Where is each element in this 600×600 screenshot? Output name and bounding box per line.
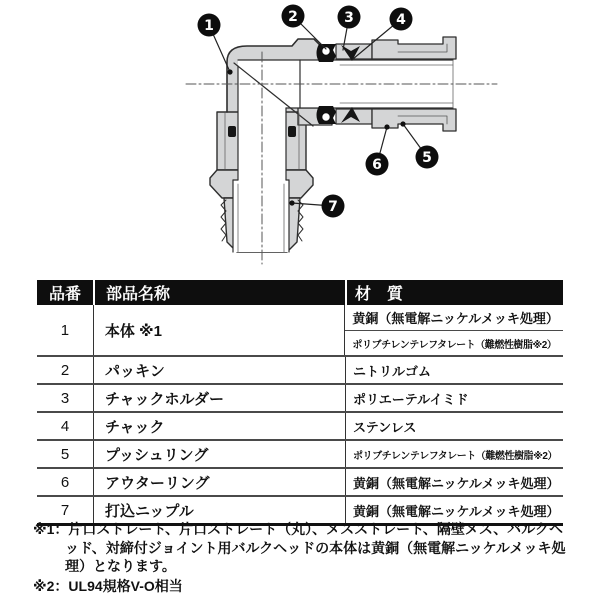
table-row: [37, 495, 563, 523]
header-material: 材 質: [345, 280, 563, 305]
callout-number-3: 3: [344, 10, 354, 26]
header-part-name: 部品名称: [93, 280, 345, 305]
footnote-2: [33, 577, 567, 596]
callout-dot-1: [227, 69, 232, 74]
part-name: チャック: [93, 413, 345, 439]
footnote-label: ※2：: [33, 577, 69, 594]
part-name: アウターリング: [93, 469, 345, 495]
table-row: [37, 305, 563, 355]
callout-dot-6: [384, 124, 389, 129]
material-value: ステンレス: [345, 413, 563, 439]
material-value: ポリブチレンテレフタレート（難燃性樹脂※2）: [345, 441, 563, 467]
table-row: [37, 439, 563, 467]
callout-number-4: 4: [396, 12, 406, 28]
footnote-1: [33, 520, 567, 576]
table-row: [37, 355, 563, 383]
material-stack: [344, 305, 563, 355]
part-number: 5: [60, 445, 70, 463]
footnote-label: ※1：: [33, 521, 69, 537]
part-name: プッシュリング: [93, 441, 345, 467]
part-number: 2: [60, 361, 70, 379]
part-number: 6: [60, 473, 70, 491]
table-header-row: [37, 280, 563, 305]
callout-number-6: 6: [372, 157, 382, 173]
parts-material-table: [37, 280, 563, 526]
footnote-text: UL94規格V-O相当: [68, 577, 183, 594]
material-value: ニトリルゴム: [345, 357, 563, 383]
part-number: 7: [60, 501, 70, 519]
table-row: [37, 411, 563, 439]
callout-dot-5: [400, 121, 405, 126]
material-value: 黄銅（無電解ニッケルメッキ処理）: [345, 469, 563, 495]
header-part-number: 品番: [48, 286, 81, 303]
part-number: 1: [60, 321, 70, 339]
callout-dot-7: [289, 200, 294, 205]
part-name: 本体 ※1: [93, 305, 345, 355]
callout-number-7: 7: [328, 199, 338, 215]
material-value: ポリエーテルイミド: [345, 385, 563, 411]
table-row: [37, 467, 563, 495]
fitting-cross-section-diagram: [0, 0, 600, 275]
part-number: 3: [60, 389, 70, 407]
table-row: [37, 383, 563, 411]
part-name: パッキン: [93, 357, 345, 383]
material-value: 黄銅（無電解ニッケルメッキ処理）: [352, 311, 559, 326]
footnote-text: 片口ストレート、片口ストレート（丸）、メスストレート、隔壁メス、バルクヘッド、対締付ジョイント用バルクヘッドの本体は黄銅（無電解ニッケルメッキ処理）となります。: [65, 521, 566, 574]
material-value: 黄銅（無電解ニッケルメッキ処理）: [345, 497, 563, 523]
footnotes: [33, 520, 567, 596]
callout-number-5: 5: [422, 150, 432, 166]
part-name: 打込ニップル: [93, 497, 345, 523]
material-value: ポリブチレンテレフタレート（難燃性樹脂※2）: [345, 330, 563, 355]
part-number: 4: [60, 417, 70, 435]
callout-number-2: 2: [288, 9, 298, 25]
part-name: チャックホルダー: [93, 385, 345, 411]
callout-number-1: 1: [204, 18, 214, 34]
